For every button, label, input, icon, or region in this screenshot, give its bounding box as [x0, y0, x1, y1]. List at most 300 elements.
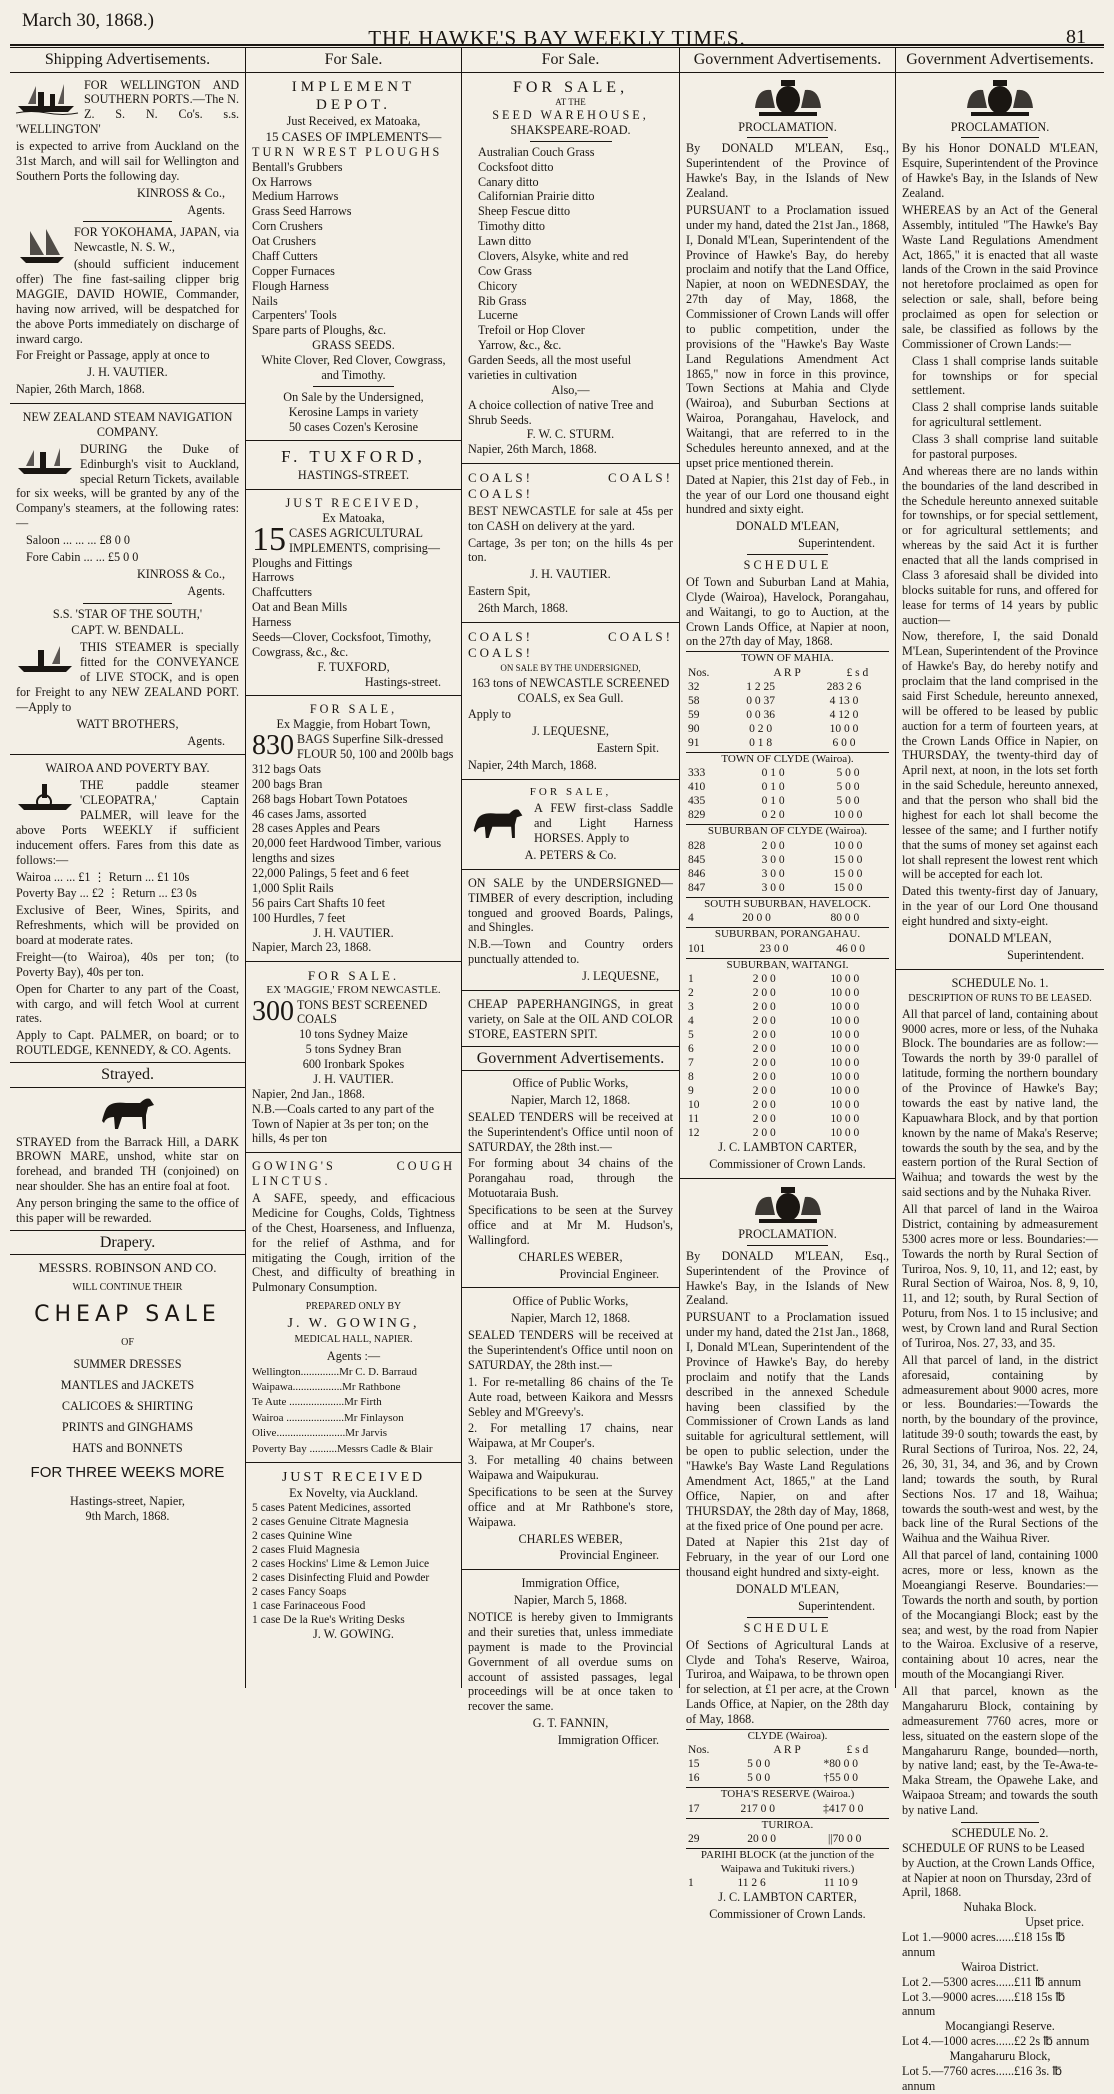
ad-tuxford	[252, 447, 455, 689]
table-cell: 0 1 0	[761, 795, 785, 808]
table-cell: 10 0 0	[830, 1127, 860, 1140]
ad-signature: J. W. GOWING.	[313, 1627, 394, 1642]
proclamation-body: PURSUANT to a Proclamation issued under my hand, dated the 21st Jan., 1868, I, Donald M'Lean, Superintendent of the Province of Hawke's Bay, do hereby proclaim and notify that the Lands described in the annexed Schedule having been classified by the Commissioner of Crown Lands as land suitable for agricultural settlement, will be open to public selection, under the "Hawke's Bay Waste Land Regulations Amendment Act, 1865," at the Land Office, Napier, on and after THURSDAY, the 28th day of May, 1868, at the fixed price of One pound per acre.	[686, 1310, 889, 1533]
schedule-header-row	[686, 666, 889, 680]
table-row	[686, 722, 889, 736]
table-cell: 2 0 0	[752, 1043, 776, 1056]
drapery-address: Hastings-street, Napier,	[70, 1494, 185, 1509]
ad-body: A FEW first-class Saddle and Light Harness HORSES. Apply to	[534, 801, 673, 846]
table-row	[686, 1757, 889, 1771]
steamship-icon	[16, 80, 78, 114]
ad-date: Napier, 2nd Jan., 1868.	[252, 1086, 365, 1101]
table-cell: 828	[688, 839, 706, 852]
table-cell: †55 0 0	[823, 1772, 858, 1785]
table-row	[686, 942, 889, 956]
table-cell: 10 0 0	[829, 722, 859, 735]
run-description: All that parcel, known as the Mangaharuru Block, containing by admeasurement 7760 acres, more or less, situated on the eastern slope of the Mangaharuru Range, bounded—north, by native land; east, by the Te-Awa-te-Maka Stream, the Opawehe Lake, and Waipaoa Stream; and towards the south by native Land.	[902, 1684, 1098, 1818]
table-cell: 435	[688, 795, 706, 808]
schedule-column-header: A R P	[773, 1744, 801, 1757]
medicine-item: 5 cases Patent Medicines, assorted	[252, 1501, 411, 1514]
table-cell: 5 0 0	[747, 1758, 771, 1771]
produce-item: 312 bags Oats	[252, 761, 322, 776]
schedule-title: SCHEDULE	[743, 558, 832, 573]
ad-body: BEST NEWCASTLE for sale at 45s per ton CASH on delivery at the yard.	[468, 503, 673, 533]
table-cell: 5 0 0	[836, 767, 860, 780]
ad-signature: J. LEQUESNE,	[582, 969, 659, 984]
ad-signature: CHARLES WEBER,	[518, 1249, 623, 1264]
table-row	[686, 766, 889, 780]
ad-freight: Freight—(to Wairoa), 40s per ton; (to Poverty Bay), 40s per ton.	[16, 949, 239, 979]
drapery-item: HATS and BONNETS	[72, 1440, 183, 1455]
maggie-list	[252, 762, 455, 836]
table-cell: 0 1 0	[761, 781, 785, 794]
schedule-table	[686, 1802, 889, 1816]
ad-title: FOR SALE,	[529, 785, 612, 798]
section-header-government: Government Advertisements.	[896, 48, 1104, 73]
schedule-group-title: SOUTH SUBURBAN, HAVELOCK.	[686, 897, 889, 911]
ad-date: 26th March, 1868.	[478, 601, 569, 616]
table-cell: 2 0 0	[752, 1057, 776, 1070]
table-row	[686, 1056, 889, 1070]
fare-fore-cabin: Fore Cabin ... ... £5 0 0	[26, 549, 139, 564]
lot-line: Lot 5.—7760 acres......£16 3s. ℔ annum	[902, 2063, 1063, 2093]
table-cell: 10 0 0	[833, 809, 863, 822]
ad-gowing-received	[252, 1469, 455, 1642]
table-cell: 91	[688, 736, 700, 749]
schedule-table	[686, 942, 889, 956]
proclamation-title: PROCLAMATION.	[950, 119, 1050, 134]
ad-title: FOR SALE.	[307, 968, 400, 984]
implement-item: Corn Crushers	[252, 219, 323, 234]
tender-item: 3. For metalling 40 chains between Waipawa and Waipukurau.	[468, 1453, 673, 1483]
table-row	[686, 694, 889, 708]
ad-date: Napier, 24th March, 1868.	[468, 758, 597, 773]
produce-item: 200 bags Bran	[252, 776, 323, 791]
implement-item: Chaff Cutters	[252, 248, 318, 263]
ad-cases	[252, 520, 455, 558]
drapery-item: CALICOES & SHIRTING	[61, 1399, 194, 1414]
table-cell: 2 0 0	[752, 1113, 776, 1126]
lot-line: Lot 2.—5300 acres......£11 ℔ annum	[902, 1974, 1082, 1989]
ad-prep: PREPARED ONLY BY	[305, 1301, 402, 1313]
ad-spec: Specifications to be seen at the Survey office and at Mr Rathbone's store, Waipawa.	[468, 1484, 673, 1529]
ad-saddle-horses	[468, 786, 673, 863]
ad-warehouse: SEED WAREHOUSE,	[492, 108, 649, 122]
table-cell: 15 0 0	[833, 853, 863, 866]
table-cell: 0 0 36	[746, 708, 775, 721]
ad-signature-role: Provincial Engineer.	[559, 1266, 659, 1281]
medicine-item: 2 cases Quinine Wine	[252, 1529, 352, 1542]
page-number: 81	[1066, 26, 1086, 48]
seed-item: Lucerne	[478, 308, 518, 323]
ad-garden: Garden Seeds, all the most useful varieties in cultivation	[468, 353, 632, 382]
ad-date: Napier, March 12, 1868.	[510, 1092, 631, 1107]
table-cell: 10 0 0	[830, 1015, 860, 1027]
table-cell: 4	[688, 1015, 694, 1027]
table-cell: 4	[688, 912, 694, 925]
table-cell: 846	[688, 867, 706, 880]
schedule-title: SCHEDULE	[743, 1620, 832, 1635]
medicine-item: 2 cases Fluid Magnesia	[252, 1543, 360, 1556]
proclamation-signature-role: Superintendent.	[798, 536, 875, 551]
medicine-item: 2 cases Hockins' Lime & Lemon Juice	[252, 1558, 430, 1570]
ad-ex: Ex Novelty, via Auckland.	[289, 1486, 418, 1501]
table-cell: 10 0 0	[830, 1099, 860, 1112]
tender-item: 1. For re-metalling 86 chains of the Te Aute road, between Kaikora and Messrs Sebley and M'Greevy's.	[468, 1374, 673, 1419]
medicine-item: 2 cases Genuine Citrate Magnesia	[252, 1515, 409, 1528]
schedule-body: Of Sections of Agricultural Lands at Clyde and Toha's Reserve, Wairoa, Turiroa, and Waipawa, to be thrown open for selection, at £1 per acre, at the Crown Lands Office, at Napier, on the 28th day of May, 1868.	[686, 1637, 889, 1727]
schedule-table	[686, 911, 889, 925]
table-row	[686, 1126, 889, 1140]
seed-item: Canary ditto	[478, 174, 539, 189]
implement-item: Oat Crushers	[252, 234, 316, 249]
schedule-header-row	[686, 1743, 889, 1757]
ad-kerosine: 50 cases Cozen's Kerosine	[288, 419, 419, 434]
ad-bags	[252, 732, 455, 762]
block-name: Nuhaka Block.	[963, 1900, 1037, 1915]
table-cell: 2 0 0	[752, 972, 776, 985]
proclamation-class: Class 2 shall comprise lands suitable for agricultural settlement.	[912, 400, 1098, 430]
ad-title: S.S. 'STAR OF THE SOUTH,'	[52, 606, 203, 621]
table-cell: 2 0 0	[761, 839, 785, 852]
table-cell: 3 0 0	[761, 853, 785, 866]
ad-immigration	[468, 1576, 673, 1748]
fares-wairoa: Wairoa ... ... £1 ⋮ Return ... £1 10s	[16, 869, 190, 884]
table-cell: 6	[688, 1043, 694, 1056]
schedule-group-title: PARIHI BLOCK (at the junction of the Waipawa and Tukituki rivers.)	[686, 1848, 889, 1876]
table-row	[686, 1000, 889, 1014]
table-cell: 3	[688, 1000, 694, 1013]
table-row	[686, 1832, 889, 1846]
medicine-list	[252, 1501, 455, 1627]
schedule-body: Of Town and Suburban Land at Mahia, Clyde (Wairoa), Havelock, Porangahau, and Waitangi, to go to Auction, at the Crown Lands Office, at Napier at noon, on the 27th day of May, 1868.	[686, 574, 889, 649]
ad-body: For forming about 34 chains of the Porangahau road, through the Motuotaraia Bush.	[468, 1156, 673, 1201]
table-row	[686, 853, 889, 867]
tender-item: 2. For metalling 17 chains, near Waipawa, at Mr Couper's.	[468, 1421, 673, 1451]
ad-implement-depot	[252, 78, 455, 435]
implement-item: Harness	[252, 615, 292, 630]
schedule-tables	[686, 1729, 889, 1890]
table-row	[686, 1070, 889, 1084]
ad-line: 10 tons Sydney Maize	[299, 1027, 408, 1042]
ad-street: HASTINGS-STREET.	[297, 468, 410, 483]
table-cell: 1	[688, 972, 694, 985]
table-cell: 0 0 37	[746, 694, 775, 707]
seed-item: Chicory	[478, 278, 518, 293]
implement-list	[252, 145, 455, 338]
medicine-item: 1 case Farinaceous Food	[252, 1600, 366, 1613]
table-cell: 10	[688, 1099, 700, 1112]
table-cell: 11 2 6	[737, 1877, 766, 1889]
ad-coals-maggie	[252, 968, 455, 1146]
proclamation-signature: DONALD M'LEAN,	[948, 930, 1052, 945]
table-cell: 2 0 0	[752, 1099, 776, 1112]
ad-road: SHAKSPEARE-ROAD.	[510, 122, 631, 137]
table-cell: 80 0 0	[830, 912, 860, 925]
table-cell: 845	[688, 853, 706, 866]
ad-title: FOR SALE,	[512, 78, 629, 96]
proclamation-by: By DONALD M'LEAN, Esq., Superintendent of the Province of Hawke's Bay, in the Islands of New Zealand.	[686, 141, 889, 201]
ad-tons-text: TONS BEST SCREENED COALS	[297, 997, 428, 1027]
ad-signature-role: Provincial Engineer.	[559, 1548, 659, 1563]
agent-line: Waipawa..................Mr Rathbone	[252, 1380, 401, 1393]
table-row	[686, 839, 889, 853]
ad-maker: J. W. GOWING,	[287, 1316, 420, 1332]
proclamation-dated: Dated this twenty-first day of January, in the year of our Lord One thousand eight hundred and sixty-eight.	[902, 884, 1098, 929]
ad-body: 163 tons of NEWCASTLE SCREENED COALS, ex Sea Gull.	[471, 675, 670, 705]
ad-timber-lequesne	[468, 876, 673, 984]
ad-sub: Just Received, ex Matoaka,	[286, 114, 421, 129]
ad-paperhangings	[468, 997, 673, 1042]
implement-item: TURN WREST PLOUGHS	[252, 144, 443, 159]
ad-title: COALS! COALS! COALS!	[468, 470, 673, 501]
ad-hall: MEDICAL HALL, NAPIER.	[294, 1334, 413, 1346]
ad-office: Office of Public Works,	[512, 1076, 629, 1091]
ad-title: JUST RECEIVED	[281, 1469, 426, 1485]
implement-item: Flough Harness	[252, 278, 329, 293]
ad-apply: Apply to Capt. PALMER, on board; or to ROUTLEDGE, KENNEDY, & CO. Agents.	[16, 1028, 239, 1058]
table-cell: 10 0 0	[830, 1113, 860, 1126]
ad-body: is expected to arrive from Auckland on the 31st March, and will sail for Wellington and Southern Ports the following day.	[16, 139, 239, 183]
schedule-table	[686, 1876, 889, 1890]
table-row	[686, 1098, 889, 1112]
proclamation-title: PROCLAMATION.	[738, 119, 837, 134]
seed-item: Cow Grass	[478, 263, 532, 278]
table-cell: 2 0 0	[752, 1015, 776, 1027]
table-cell: 58	[688, 694, 700, 707]
table-cell: 10 0 0	[830, 1057, 860, 1070]
ad-title: FOR WELLINGTON AND SOUTHERN PORTS.—The N. Z. S. N. Co's. s.s. 'WELLINGTON'	[16, 77, 239, 137]
ad-title: WAIROA AND POVERTY BAY.	[45, 761, 210, 776]
ad-signature: J. H. VAUTIER.	[313, 925, 394, 940]
seed-item: Australian Couch Grass	[478, 144, 595, 159]
produce-item: 268 bags Hobart Town Potatoes	[252, 791, 408, 806]
medicine-item: 1 case De la Rue's Writing Desks	[252, 1614, 405, 1627]
proclamation-signature: DONALD M'LEAN,	[735, 519, 840, 534]
table-row	[686, 808, 889, 822]
seed-item: Sheep Fescue ditto	[478, 204, 571, 219]
ad-body: STRAYED from the Barrack Hill, a DARK BROWN MARE, unshod, white star on forehead, and branded TH (conjoined) on near shoulder. She has an entire foal at foot.	[16, 1134, 239, 1194]
table-cell: 15 0 0	[833, 867, 863, 880]
royal-arms-icon	[745, 78, 831, 118]
table-cell: 9	[688, 1085, 694, 1098]
schedule-group-title: CLYDE (Wairoa).	[686, 1729, 889, 1743]
table-cell: 20 0 0	[742, 912, 771, 925]
table-cell: 10 0 0	[830, 972, 860, 985]
ad-captain: CAPT. W. BENDALL.	[71, 623, 184, 638]
seed-item: Cocksfoot ditto	[478, 159, 554, 174]
seed-item: Rib Grass	[478, 293, 527, 308]
schedule-no-2	[902, 1826, 1098, 2094]
masthead	[10, 4, 1104, 50]
table-cell: 1 2 25	[746, 680, 775, 693]
ad-body: THIS STEAMER is specially fitted for the CONVEYANCE of LIVE STOCK, and is open for Freight to any NEW ZEALAND PORT.—Apply to	[16, 640, 239, 714]
table-cell: 11	[688, 1113, 700, 1126]
proclamation-body: PURSUANT to a Proclamation issued under my hand, dated the 21st Jan., 1868, I, Donald M'Lean, Superintendent of the Province of Hawke's Bay, do hereby proclaim and notify that the Land Office, Napier, at noon on WEDNESDAY, the 27th day of May, 1868, the Commissioner of Crown Lands will offer to public competition, under the provisions of the "Hawke's Bay Waste Land Regulations Amendment Act 1865," now in force in this province, Town Sections at Mahia and Clyde (Wairoa), and Suburban Sections at Wairoa, Porangahau, Havelock, and Waitangi, that are referred to in the Schedules hereunto annexed, and at the upset price mentioned therein.	[686, 202, 889, 470]
cases-count: 15	[252, 520, 286, 558]
ad-body: SEALED TENDERS will be received at the Superintendent's Office until noon on SATURDAY, the 28th inst.—	[468, 1328, 673, 1372]
ad-yokohama	[16, 225, 239, 397]
ad-star-of-the-south	[16, 607, 239, 749]
bags-count: 830	[252, 730, 294, 762]
table-row	[686, 986, 889, 1000]
schedule-group-title: SUBURBAN OF CLYDE (Wairoa).	[686, 824, 889, 838]
drapery-item: PRINTS and GINGHAMS	[61, 1419, 194, 1434]
table-cell: 847	[688, 881, 706, 894]
implement-item: Harrows	[252, 570, 294, 585]
ad-body: Exclusive of Beer, Wines, Spirits, and Refreshments, which will be provided on board at moderate rates.	[16, 903, 239, 948]
seed-item: Trefoil or Hop Clover	[478, 323, 585, 338]
ad-public-works-2	[468, 1294, 673, 1563]
ad-at: AT THE	[555, 97, 586, 108]
schedule-title: SCHEDULE No. 1.	[951, 975, 1049, 990]
table-cell: 59	[688, 708, 700, 721]
table-row	[686, 1014, 889, 1028]
table-cell: 6 0 0	[832, 736, 856, 749]
ad-title: FOR YOKOHAMA, JAPAN, via Newcastle, N. S. W.,	[74, 225, 239, 255]
table-cell: 0 2 0	[749, 722, 773, 735]
schedule-group-title: SUBURBAN, PORANGAHAU.	[686, 927, 889, 941]
ad-body: THE paddle steamer 'CLEOPATRA,' Captain PALMER, will leave for the above Ports WEEKLY if sufficient inducement offers. Fares from this date as follows:—	[16, 778, 239, 867]
schedule-group-title: TOHA'S RESERVE (Wairoa.)	[686, 1787, 889, 1801]
schedule-header-row	[686, 666, 889, 680]
section-header-drapery: Drapery.	[10, 1230, 245, 1256]
table-row	[686, 972, 889, 986]
ad-date: Napier, March 12, 1868.	[510, 1311, 631, 1326]
schedule-group-title: TOWN OF CLYDE (Wairoa).	[686, 752, 889, 766]
ad-signature: F. TUXFORD,	[317, 659, 390, 674]
paper-title: THE HAWKE'S BAY WEEKLY TIMES.	[368, 26, 746, 50]
table-cell: 3 0 0	[761, 881, 785, 894]
implement-item: Grass Seed Harrows	[252, 204, 352, 219]
sailing-ship-icon	[16, 227, 68, 265]
upset-price-label: Upset price.	[1025, 1915, 1084, 1930]
ad-kerosine: Kerosine Lamps in variety	[288, 404, 419, 419]
table-cell: 1	[688, 1877, 694, 1889]
ad-ex: EX 'MAGGIE,' FROM NEWCASTLE.	[266, 984, 441, 997]
ad-body: NOTICE is hereby given to Immigrants and their sureties that, unless immediate payment is made to the Provincial Government of all overdue sums on account of assisted passages, legal proceedings will be at once taken to recover the same.	[468, 1610, 673, 1714]
ad-signature-role: Agents.	[187, 202, 225, 217]
table-row	[686, 867, 889, 881]
ad-seeds-list: White Clover, Red Clover, Cowgrass, and Timothy.	[261, 353, 446, 382]
section-header-for-sale: For Sale.	[246, 48, 461, 73]
ad-office: Office of Public Works,	[512, 1294, 629, 1309]
agent-line: Poverty Bay ..........Messrs Cadle & Blair	[252, 1442, 433, 1455]
ad-signature: J. H. VAUTIER.	[530, 567, 611, 582]
table-cell: 829	[688, 809, 706, 822]
proclamation-class: Class 3 shall comprise land suitable for pastoral purposes.	[912, 432, 1098, 461]
table-cell: 3 0 0	[761, 867, 785, 880]
implement-item: Nails	[252, 293, 278, 308]
proclamation-title: PROCLAMATION.	[738, 1226, 837, 1241]
ad-wairoa-poverty-bay	[16, 761, 239, 1058]
block-name: Wairoa District.	[961, 1959, 1039, 1974]
ad-line: 100 Hurdles, 7 feet	[252, 910, 346, 925]
ad-date: Napier, March 23, 1868.	[252, 940, 372, 955]
ad-drapery	[16, 1260, 239, 1523]
ad-title: FOR SALE,	[309, 702, 398, 717]
implement-item: Oat and Bean Mills	[252, 600, 348, 615]
ad-timber: 20,000 feet Hardwood Timber, various lengths and sizes	[252, 836, 442, 866]
table-cell: 2 0 0	[752, 1000, 776, 1013]
table-cell: 2 0 0	[752, 986, 776, 999]
ad-title: IMPLEMENT DEPOT.	[291, 78, 416, 113]
implement-item: Bentall's Grubbers	[252, 159, 343, 174]
schedule-header-row	[686, 1743, 889, 1757]
ad-strayed-mare	[16, 1093, 239, 1226]
ad-signature: WATT BROTHERS,	[76, 716, 179, 731]
royal-arms-icon	[745, 1185, 831, 1225]
ad-signature: J. LEQUESNE,	[532, 724, 609, 739]
ad-date: Napier, 26th March, 1868.	[468, 442, 597, 457]
schedule-table	[686, 766, 889, 822]
table-cell: 17	[688, 1802, 700, 1815]
table-row	[686, 1802, 889, 1816]
ad-signature: J. H. VAUTIER.	[313, 1071, 394, 1086]
drapery-cheap-sale: CHEAP SALE	[34, 1302, 221, 1328]
section-header-shipping: Shipping Advertisements.	[10, 48, 245, 73]
table-cell: 15	[688, 1758, 700, 1771]
table-cell: 0 1 8	[749, 736, 773, 749]
table-row	[686, 780, 889, 794]
ad-body: CHEAP PAPERHANGINGS, in great variety, on Sale at the OIL AND COLOR STORE, EASTERN SPIT.	[468, 996, 673, 1041]
table-cell: ‡417 0 0	[823, 1802, 864, 1815]
agent-line: Wellington..............Mr C. D. Barraud	[252, 1365, 418, 1378]
proclamation-class: Class 1 shall comprise lands suitable for townships or for special settlement.	[912, 353, 1098, 398]
table-cell: 16	[688, 1772, 700, 1785]
agent-line: Wairoa .....................Mr Finlayson	[252, 1411, 404, 1424]
schedule-column-header: A R P	[773, 666, 801, 679]
schedule-column-header: Nos.	[688, 1744, 710, 1757]
implement-item: Ploughs and Fittings	[252, 555, 353, 570]
table-cell: 5 0 0	[747, 1772, 771, 1785]
tons-count: 300	[252, 995, 294, 1027]
table-cell: 217 0 0	[740, 1802, 776, 1815]
table-cell: 7	[688, 1057, 694, 1070]
schedule-table	[686, 1832, 889, 1846]
proclamation-signature-role: Superintendent.	[798, 1598, 875, 1613]
table-row	[686, 1876, 889, 1890]
issue-date: March 30, 1868.)	[22, 10, 154, 31]
ad-ex: Ex Maggie, from Hobart Town,	[276, 717, 431, 732]
ad-also: Also,—	[551, 382, 590, 397]
ad-body: SEALED TENDERS will be received at the Superintendent's Office until noon of SATURDAY, the 28th inst.—	[468, 1109, 673, 1154]
proclamation-auction	[686, 78, 889, 1172]
drapery-line: OF	[121, 1337, 134, 1349]
proclamation-runs	[902, 78, 1098, 963]
drapery-line: WILL CONTINUE THEIR	[72, 1282, 183, 1294]
horse-icon	[96, 1093, 160, 1133]
ad-just-received: JUST RECEIVED,	[285, 496, 422, 511]
ad-signature-role: Immigration Officer.	[557, 1733, 659, 1748]
ad-charter: Open for Charter to any part of the Coast, with cargo, and will fetch Wool at current rates.	[16, 981, 239, 1026]
table-cell: 10 0 0	[830, 1000, 860, 1013]
ad-nz-steam	[16, 410, 239, 599]
commissioner-signature: J. C. LAMBTON CARTER,	[718, 1140, 857, 1155]
proclamation-by: By his Honor DONALD M'LEAN, Esquire, Superintendent of the Province of Hawke's Bay, in the Islands of New Zealand.	[902, 141, 1098, 201]
proclamation-body: And whereas there are no lands within the boundaries of the land described in the Schedule hereunto annexed suitable for townships, or for special settlement, or for agricultural settlements; and whereas by the said Act it is further enacted that all the lands comprised in Class 3 aforesaid shall be divided into blocks suitable for runs, and offered for lease for terms of 14 years by public auction—	[902, 463, 1098, 627]
proclamation-by: By DONALD M'LEAN, Esq., Superintendent of the Province of Hawke's Bay, in the Islands of New Zealand.	[686, 1248, 889, 1308]
section-header-for-sale: For Sale.	[462, 48, 679, 73]
drapery-item: MANTLES and JACKETS	[60, 1378, 195, 1393]
schedule-column-header: £ s d	[846, 666, 869, 679]
table-cell: 15 0 0	[833, 881, 863, 894]
ad-line: 22,000 Palings, 5 feet and 6 feet	[252, 866, 410, 881]
table-cell: 101	[688, 942, 706, 955]
schedule-table	[686, 972, 889, 1140]
horse-icon	[468, 803, 528, 843]
ad-agents: Agents :—	[326, 1348, 381, 1363]
